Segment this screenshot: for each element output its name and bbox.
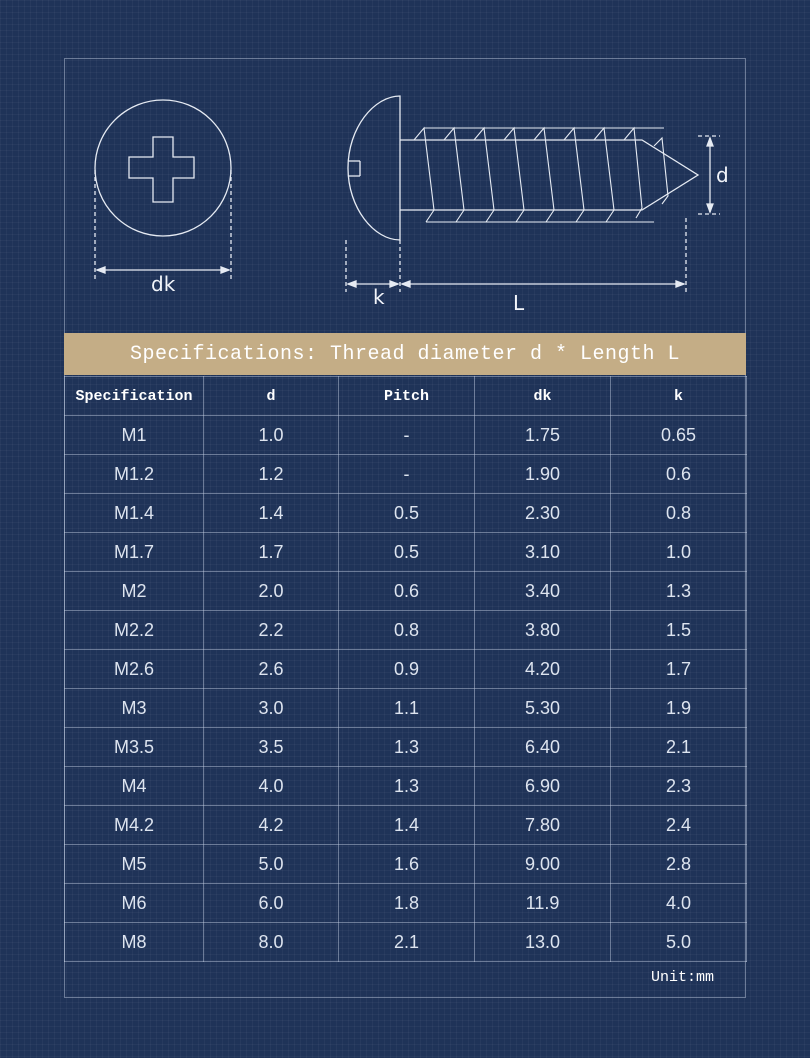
specifications-banner: Specifications: Thread diameter d * Length L [64, 333, 746, 375]
cell-dk: 1.75 [475, 416, 611, 455]
cell-d: 4.2 [204, 806, 339, 845]
cell-pitch: 1.3 [339, 728, 475, 767]
cell-dk: 4.20 [475, 650, 611, 689]
screw-diagram [64, 58, 746, 332]
cell-pitch: 0.5 [339, 494, 475, 533]
cell-dk: 7.80 [475, 806, 611, 845]
unit-footer [64, 959, 746, 998]
cell-k: 4.0 [611, 884, 747, 923]
cell-k: 0.6 [611, 455, 747, 494]
d-label: d [716, 163, 729, 187]
cell-dk: 3.40 [475, 572, 611, 611]
cell-pitch: 1.6 [339, 845, 475, 884]
cell-dk: 3.80 [475, 611, 611, 650]
cell-spec: M6 [65, 884, 204, 923]
cell-d: 1.4 [204, 494, 339, 533]
cell-d: 2.2 [204, 611, 339, 650]
cell-spec: M1.2 [65, 455, 204, 494]
cell-d: 4.0 [204, 767, 339, 806]
cell-dk: 3.10 [475, 533, 611, 572]
cell-spec: M3.5 [65, 728, 204, 767]
cell-spec: M5 [65, 845, 204, 884]
cell-pitch: 0.6 [339, 572, 475, 611]
cell-k: 0.65 [611, 416, 747, 455]
cell-spec: M2.2 [65, 611, 204, 650]
cell-d: 1.0 [204, 416, 339, 455]
header-specification: Specification [65, 377, 204, 416]
cell-pitch: - [339, 455, 475, 494]
cell-k: 1.3 [611, 572, 747, 611]
table-row [65, 572, 747, 611]
cell-k: 2.1 [611, 728, 747, 767]
cell-k: 2.4 [611, 806, 747, 845]
cell-k: 1.9 [611, 689, 747, 728]
cell-d: 2.0 [204, 572, 339, 611]
cell-dk: 1.90 [475, 455, 611, 494]
cell-pitch: 0.8 [339, 611, 475, 650]
cell-d: 3.5 [204, 728, 339, 767]
table-row [65, 728, 747, 767]
cell-spec: M1.7 [65, 533, 204, 572]
cell-d: 1.2 [204, 455, 339, 494]
cell-dk: 5.30 [475, 689, 611, 728]
table-row [65, 884, 747, 923]
table-row [65, 806, 747, 845]
cell-spec: M4.2 [65, 806, 204, 845]
cell-k: 2.3 [611, 767, 747, 806]
cell-pitch: 1.8 [339, 884, 475, 923]
table-row [65, 416, 747, 455]
k-label: k [373, 285, 385, 309]
header-k: k [611, 377, 747, 416]
table-row [65, 611, 747, 650]
cell-k: 1.5 [611, 611, 747, 650]
header-d: d [204, 377, 339, 416]
cell-dk: 13.0 [475, 923, 611, 962]
cell-dk: 11.9 [475, 884, 611, 923]
cell-dk: 6.40 [475, 728, 611, 767]
cell-dk: 9.00 [475, 845, 611, 884]
cell-d: 3.0 [204, 689, 339, 728]
cell-spec: M1.4 [65, 494, 204, 533]
cell-pitch: 0.9 [339, 650, 475, 689]
table-row [65, 533, 747, 572]
cell-spec: M3 [65, 689, 204, 728]
cell-pitch: 0.5 [339, 533, 475, 572]
cell-pitch: - [339, 416, 475, 455]
table-row [65, 689, 747, 728]
cell-spec: M1 [65, 416, 204, 455]
cell-d: 1.7 [204, 533, 339, 572]
cell-spec: M8 [65, 923, 204, 962]
dk-label: dk [151, 272, 176, 296]
unit-label: Unit:mm [650, 969, 714, 986]
header-pitch: Pitch [339, 377, 475, 416]
head-top-view [95, 100, 231, 236]
l-label: L [513, 291, 525, 315]
cell-spec: M4 [65, 767, 204, 806]
table-row [65, 455, 747, 494]
table-row [65, 767, 747, 806]
cell-k: 0.8 [611, 494, 747, 533]
cell-dk: 6.90 [475, 767, 611, 806]
spec-table [64, 376, 747, 962]
screw-shank [400, 140, 698, 210]
cell-d: 5.0 [204, 845, 339, 884]
cell-dk: 2.30 [475, 494, 611, 533]
cell-d: 8.0 [204, 923, 339, 962]
cell-pitch: 1.3 [339, 767, 475, 806]
table-row [65, 845, 747, 884]
cell-pitch: 1.4 [339, 806, 475, 845]
table-row [65, 650, 747, 689]
cell-spec: M2.6 [65, 650, 204, 689]
cell-d: 2.6 [204, 650, 339, 689]
cell-pitch: 1.1 [339, 689, 475, 728]
cell-pitch: 2.1 [339, 923, 475, 962]
screw-head-side [348, 96, 400, 240]
phillips-cross [129, 137, 194, 202]
table-header-row [65, 377, 747, 416]
header-dk: dk [475, 377, 611, 416]
cell-k: 5.0 [611, 923, 747, 962]
cell-k: 1.7 [611, 650, 747, 689]
cell-spec: M2 [65, 572, 204, 611]
table-row [65, 923, 747, 962]
cell-d: 6.0 [204, 884, 339, 923]
table-row [65, 494, 747, 533]
cell-k: 2.8 [611, 845, 747, 884]
cell-k: 1.0 [611, 533, 747, 572]
screw-threads [414, 128, 668, 222]
